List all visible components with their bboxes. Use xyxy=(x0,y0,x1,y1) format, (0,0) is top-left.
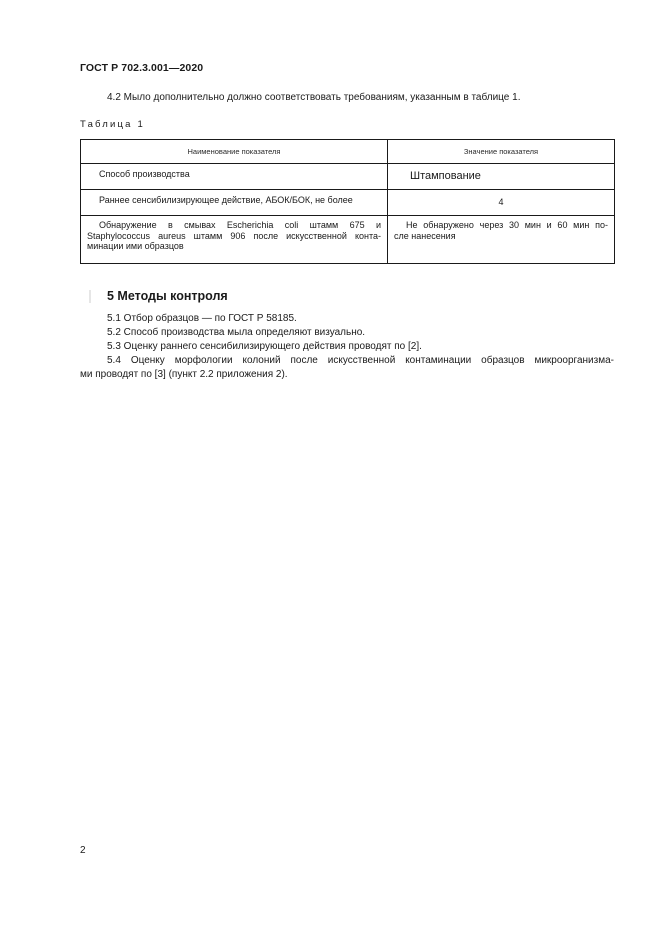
paragraph-5-4: 5.4 Оценку морфологии колоний после искусственной контаминации образцов микроорганизма- xyxy=(107,355,614,366)
cell-indicator-value: 4 xyxy=(388,190,615,216)
requirements-table xyxy=(80,139,615,264)
cell-line: Не обнаружено через 30 мин и 60 мин по- xyxy=(406,220,608,230)
paragraph-4-2: 4.2 Мыло дополнительно должно соответствовать требованиям, указанным в таблице 1. xyxy=(107,92,521,103)
section-title: 5 Методы контроля xyxy=(107,289,228,303)
document-header: ГОСТ Р 702.3.001—2020 xyxy=(80,62,204,74)
cell-indicator-name: Способ производства xyxy=(81,164,388,190)
section-marker xyxy=(89,290,91,303)
paragraph-5-1: 5.1 Отбор образцов — по ГОСТ Р 58185. xyxy=(107,313,297,324)
cell-indicator-value: Штампование xyxy=(388,164,615,190)
table-row xyxy=(81,164,615,190)
cell-indicator-name xyxy=(81,216,388,264)
table-row xyxy=(81,216,615,264)
paragraph-5-2: 5.2 Способ производства мыла определяют визуально. xyxy=(107,327,366,338)
column-header-indicator: Наименование показателя xyxy=(81,140,388,164)
paragraph-5-3: 5.3 Оценку раннего сенсибилизирующего действия проводят по [2]. xyxy=(107,341,422,352)
column-header-value: Значение показателя xyxy=(388,140,615,164)
cell-line: Staphylococcus aureus штамм 906 после искусственной конта- xyxy=(87,230,381,241)
cell-line: сле нанесения xyxy=(394,230,456,241)
cell-indicator-value xyxy=(388,216,615,264)
cell-line: минации ими образцов xyxy=(87,241,184,251)
paragraph-5-4-continued: ми проводят по [3] (пункт 2.2 приложения 2). xyxy=(80,369,288,380)
cell-line: Обнаружение в смывах Escherichia coli штамм 675 и xyxy=(99,220,381,230)
table-row xyxy=(81,190,615,216)
table-header-row xyxy=(81,140,615,164)
table-caption: Таблица 1 xyxy=(80,119,145,130)
cell-indicator-name: Раннее сенсибилизирующее действие, АБОК/БОК, не более xyxy=(81,190,388,216)
page-number: 2 xyxy=(80,845,86,856)
